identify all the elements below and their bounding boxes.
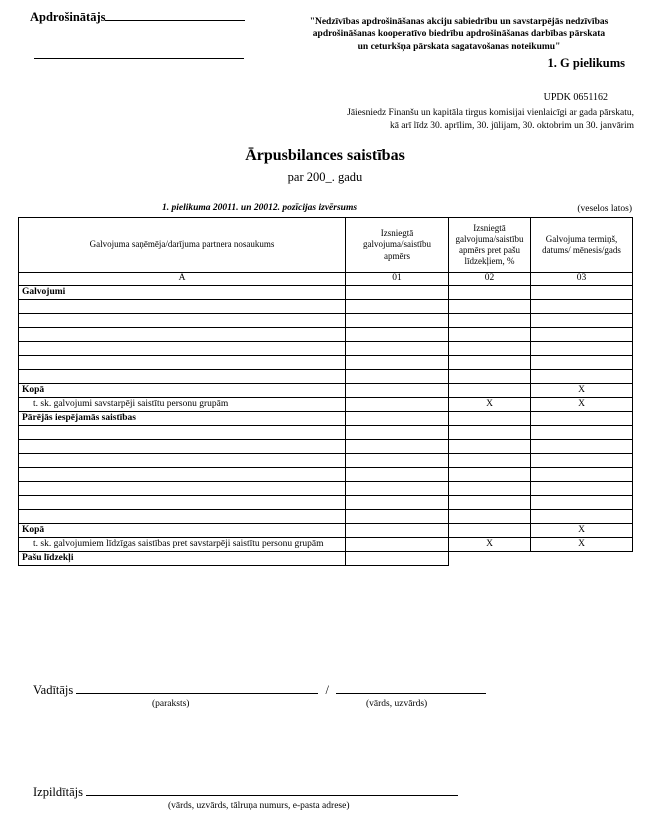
table-row [19, 384, 633, 398]
manager-signature-blank [76, 681, 318, 694]
value-cell [449, 440, 531, 454]
value-cell [449, 412, 531, 426]
table-caption: 1. pielikuma 20011. un 20012. pozīcijas izvērsums [162, 203, 358, 213]
table-body [19, 286, 633, 566]
row-label-cell [19, 510, 346, 524]
submission-note [347, 107, 634, 133]
value-cell [449, 552, 531, 566]
row-label-cell [19, 370, 346, 384]
value-cell [531, 510, 633, 524]
liabilities-table [18, 217, 633, 566]
table-row [19, 426, 633, 440]
value-cell [346, 496, 449, 510]
submission-note-line: kā arī līdz 30. aprīlim, 30. jūlijam, 30. oktobrim un 30. janvārim [389, 120, 634, 131]
table-row [19, 356, 633, 370]
insurer-blank-line [105, 8, 245, 21]
value-cell [346, 524, 449, 538]
value-cell [346, 314, 449, 328]
row-label-cell [19, 426, 346, 440]
value-cell: X [531, 398, 633, 412]
value-cell [449, 342, 531, 356]
insurer-line [30, 8, 245, 25]
table-row [19, 552, 633, 566]
value-cell [346, 552, 449, 566]
row-label-cell: Kopā [19, 524, 346, 538]
value-cell [531, 552, 633, 566]
table-header-row [19, 218, 633, 273]
col-header-term: Galvojuma termiņš, datums/ mēnesis/gads [531, 218, 633, 273]
table-row [19, 454, 633, 468]
value-cell [531, 370, 633, 384]
value-cell [346, 482, 449, 496]
value-cell [531, 300, 633, 314]
executor-caption: (vārds, uzvārds, tālruņa numurs, e-pasta adrese) [168, 801, 350, 811]
table-row [19, 538, 633, 552]
table-row [19, 328, 633, 342]
value-cell [346, 300, 449, 314]
row-label-cell [19, 342, 346, 356]
row-label-cell: t. sk. galvojumiem līdzīgas saistības pret savstarpēji saistītu personu grupām [19, 538, 346, 552]
value-cell [531, 426, 633, 440]
col-code-03: 03 [531, 273, 633, 286]
value-cell [449, 370, 531, 384]
page-title: Ārpusbilances saistības [245, 147, 405, 164]
col-code-01: 01 [346, 273, 449, 286]
value-cell: X [449, 538, 531, 552]
value-cell [346, 510, 449, 524]
value-cell [346, 398, 449, 412]
table-row [19, 398, 633, 412]
col-header-amount: Izsniegtā galvojuma/saistību apmērs [346, 218, 449, 273]
manager-signature-row [33, 681, 486, 698]
value-cell [449, 426, 531, 440]
manager-name-blank [336, 681, 486, 694]
table-row [19, 510, 633, 524]
signature-caption: (paraksts) [152, 699, 190, 709]
table-row [19, 524, 633, 538]
value-cell [346, 286, 449, 300]
value-cell [531, 342, 633, 356]
units-note: (veselos latos) [577, 204, 632, 214]
value-cell [449, 496, 531, 510]
table-code-row [19, 273, 633, 286]
updk-code: UPDK 0651162 [543, 92, 608, 103]
row-label-cell [19, 314, 346, 328]
table-row [19, 300, 633, 314]
table-row [19, 412, 633, 426]
value-cell [346, 538, 449, 552]
row-label-cell: Kopā [19, 384, 346, 398]
value-cell [449, 524, 531, 538]
value-cell [449, 468, 531, 482]
row-label-cell: Pārējās iespējamās saistības [19, 412, 346, 426]
slash-separator: / [325, 683, 330, 697]
value-cell [449, 510, 531, 524]
value-cell [346, 342, 449, 356]
value-cell [531, 496, 633, 510]
row-label-cell: Pašu līdzekļi [19, 552, 346, 566]
value-cell [449, 286, 531, 300]
row-label-cell: t. sk. galvojumi savstarpēji saistītu personu grupām [19, 398, 346, 412]
row-label-cell [19, 454, 346, 468]
regulation-line: "Nedzīvības apdrošināšanas akciju sabiedrību un savstarpējās nedzīvības [309, 17, 609, 27]
value-cell [531, 328, 633, 342]
table-row [19, 468, 633, 482]
value-cell: X [531, 524, 633, 538]
submission-note-line: Jāiesniedz Finanšu un kapitāla tirgus komisijai vienlaicīgi ar gada pārskatu, [347, 108, 634, 118]
value-cell [449, 300, 531, 314]
annex-label: 1. G pielikums [547, 56, 625, 70]
manager-label: Vadītājs [33, 683, 74, 697]
insurer-label: Apdrošinātājs [30, 10, 106, 24]
value-cell [531, 468, 633, 482]
row-label-cell [19, 328, 346, 342]
col-code-a: A [19, 273, 346, 286]
table-row [19, 314, 633, 328]
row-label-cell [19, 300, 346, 314]
executor-blank [86, 783, 458, 796]
value-cell: X [449, 398, 531, 412]
table-row [19, 440, 633, 454]
value-cell [531, 286, 633, 300]
name-caption: (vārds, uzvārds) [366, 699, 428, 709]
table-row [19, 482, 633, 496]
value-cell [531, 412, 633, 426]
value-cell: X [531, 538, 633, 552]
value-cell [449, 314, 531, 328]
value-cell [346, 328, 449, 342]
value-cell [531, 454, 633, 468]
executor-row [33, 783, 458, 800]
row-label-cell [19, 356, 346, 370]
value-cell [346, 426, 449, 440]
value-cell [449, 482, 531, 496]
value-cell [346, 440, 449, 454]
value-cell [346, 454, 449, 468]
table-row [19, 286, 633, 300]
value-cell [531, 482, 633, 496]
row-label-cell: Galvojumi [19, 286, 346, 300]
col-code-02: 02 [449, 273, 531, 286]
table-row [19, 370, 633, 384]
col-header-name: Galvojuma saņēmēja/darījuma partnera nosaukums [19, 218, 346, 273]
row-label-cell [19, 468, 346, 482]
regulation-line: un ceturkšņa pārskata sagatavošanas noteikumu" [357, 41, 561, 52]
value-cell [449, 328, 531, 342]
value-cell [346, 468, 449, 482]
value-cell [449, 454, 531, 468]
col-header-percent: Izsniegtā galvojuma/saistību apmērs pret pašu līdzekļiem, % [449, 218, 531, 273]
table-row [19, 342, 633, 356]
executor-label: Izpildītājs [33, 785, 83, 799]
value-cell [449, 384, 531, 398]
value-cell [531, 314, 633, 328]
regulation-line: apdrošināšanas kooperatīvo biedrību apdrošināšanas darbības pārskata [312, 29, 606, 40]
value-cell [449, 356, 531, 370]
insurer-second-blank-line [34, 58, 244, 59]
table-row [19, 496, 633, 510]
value-cell [346, 384, 449, 398]
report-period: par 200_. gadu [287, 170, 363, 184]
row-label-cell [19, 482, 346, 496]
value-cell [531, 440, 633, 454]
value-cell [346, 370, 449, 384]
value-cell [346, 356, 449, 370]
regulation-reference [280, 16, 638, 53]
row-label-cell [19, 496, 346, 510]
row-label-cell [19, 440, 346, 454]
value-cell [346, 412, 449, 426]
value-cell [531, 356, 633, 370]
value-cell: X [531, 384, 633, 398]
